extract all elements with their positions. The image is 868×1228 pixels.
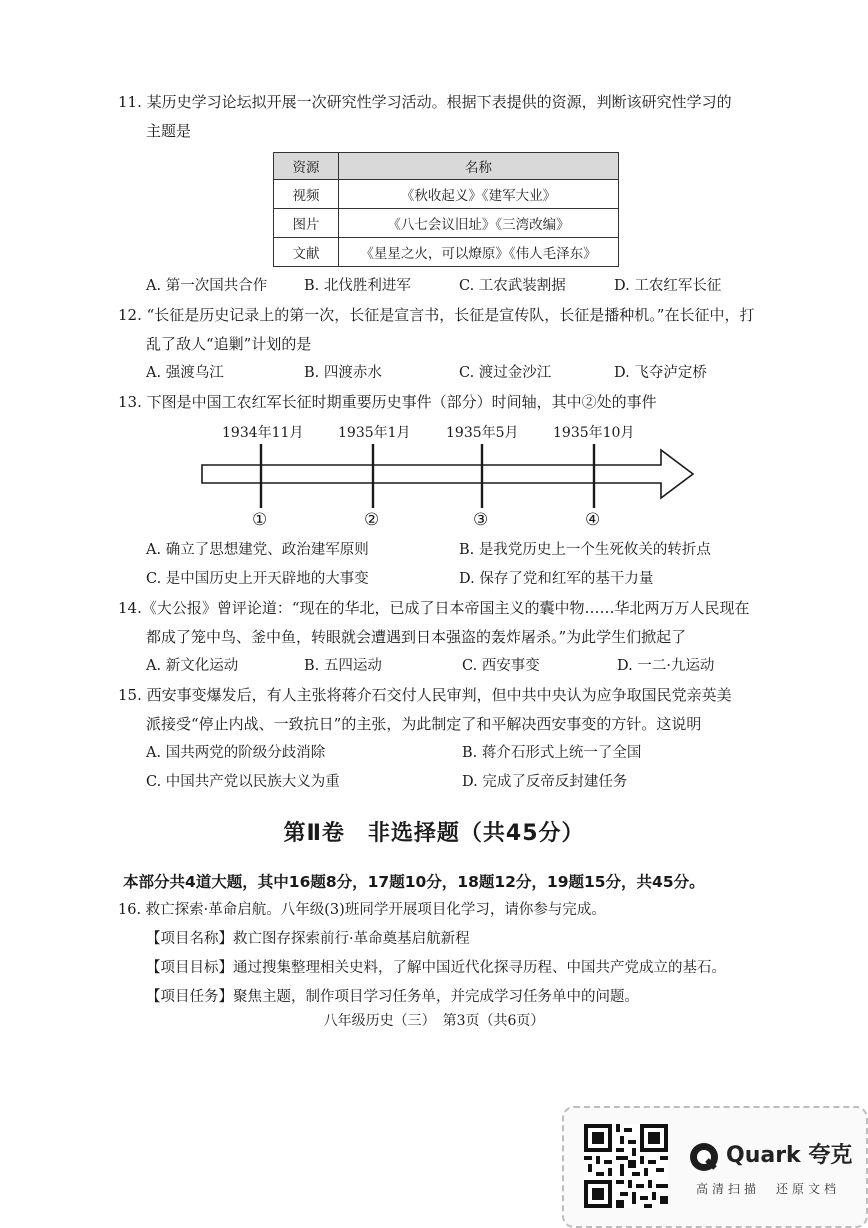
q11-stem-line1: 11. 某历史学习论坛拟开展一次研究性学习活动。根据下表提供的资源，判断该研究性学习的: [118, 93, 732, 111]
q14-option-a: A. 新文化运动: [146, 658, 239, 674]
timeline-date-3: 1935年5月: [446, 425, 519, 441]
timeline-date-1: 1934年11月: [222, 425, 304, 441]
quark-logo-icon: [688, 1141, 720, 1173]
timeline-date-4: 1935年10月: [553, 425, 635, 441]
q14-option-d: D. 一二·九运动: [617, 658, 715, 674]
table-cell: 图片: [274, 209, 339, 238]
q14-stem-line2: 都成了笼中鸟、釜中鱼，转眼就会遭遇到日本强盗的轰炸屠杀。”为此学生们掀起了: [146, 628, 687, 646]
timeline-marker-2: ②: [364, 510, 380, 530]
q15-option-d: D. 完成了反帝反封建任务: [462, 774, 628, 790]
section-title: 第Ⅱ卷 非选择题（共45分）: [283, 821, 585, 846]
q14-option-c: C. 西安事变: [462, 658, 540, 674]
table-cell: 《星星之火，可以燎原》《伟人毛泽东》: [339, 238, 619, 267]
table-cell: 文献: [274, 238, 339, 267]
q11-option-b: B. 北伐胜利进军: [304, 278, 411, 294]
q16-project-name: 【项目名称】救亡图存探索前行·革命奠基启航新程: [146, 931, 470, 947]
timeline-marker-1: ①: [252, 510, 268, 530]
q11-option-d: D. 工农红军长征: [614, 278, 722, 294]
timeline-arrow: [202, 450, 693, 498]
q14-option-b: B. 五四运动: [304, 658, 382, 674]
quark-watermark: [562, 1106, 868, 1228]
q13-option-a: A. 确立了思想建党、政治建军原则: [146, 542, 369, 558]
q15-stem-line1: 15. 西安事变爆发后，有人主张将蒋介石交付人民审判，但中共中央认为应争取国民党亲英美: [118, 686, 732, 704]
q13-option-c: C. 是中国历史上开天辟地的大事变: [146, 571, 369, 587]
q12-option-a: A. 强渡乌江: [146, 365, 224, 381]
q15-option-a: A. 国共两党的阶级分歧消除: [146, 745, 326, 761]
q11-option-c: C. 工农武装割据: [459, 278, 566, 294]
table-header-cell: 资源: [274, 153, 339, 180]
q16-project-task: 【项目任务】聚焦主题，制作项目学习任务单，并完成学习任务单中的问题。: [146, 989, 639, 1005]
timeline-date-2: 1935年1月: [338, 425, 411, 441]
timeline-graphic: [0, 0, 868, 520]
q11-stem-line2: 主题是: [146, 122, 192, 140]
q12-option-d: D. 飞夺泸定桥: [614, 365, 707, 381]
timeline-marker-3: ③: [473, 510, 489, 530]
q12-stem-line1: 12. “长征是历史记录上的第一次，长征是宣言书，长征是宣传队，长征是播种机。”在长征中，打: [118, 306, 755, 324]
q12-option-b: B. 四渡赤水: [304, 365, 382, 381]
q15-option-b: B. 蒋介石形式上统一了全国: [462, 745, 642, 761]
q15-option-c: C. 中国共产党以民族大义为重: [146, 774, 340, 790]
q13-option-b: B. 是我党历史上一个生死攸关的转折点: [459, 542, 711, 558]
section-intro: 本部分共4道大题，其中16题8分，17题10分，18题12分，19题15分，共45分。: [123, 873, 705, 891]
q14-stem-line1: 14.《大公报》曾评论道：“现在的华北，已成了日本帝国主义的囊中物……华北两万万人民现在: [118, 599, 750, 617]
table-cell: 《八七会议旧址》《三湾改编》: [339, 209, 619, 238]
quark-brand: Quark 夸克: [726, 1143, 853, 1168]
quark-subtitle: 高清扫描 还原文档: [696, 1182, 841, 1196]
table-header-cell: 名称: [339, 153, 619, 180]
q13-option-d: D. 保存了党和红军的基干力量: [459, 571, 654, 587]
table-cell: 视频: [274, 180, 339, 209]
q11-option-a: A. 第一次国共合作: [146, 278, 268, 294]
q12-stem-line2: 乱了敌人“追剿”计划的是: [146, 335, 312, 353]
qr-code-icon[interactable]: [584, 1124, 668, 1208]
q13-stem: 13. 下图是中国工农红军长征时期重要历史事件（部分）时间轴，其中②处的事件: [118, 393, 657, 411]
table-cell: 《秋收起义》《建军大业》: [339, 180, 619, 209]
q15-stem-line2: 派接受“停止内战、一致抗日”的主张，为此制定了和平解决西安事变的方针。这说明: [146, 715, 702, 733]
page-footer: 八年级历史（三） 第3页（共6页）: [323, 1013, 545, 1029]
q16-stem: 16. 救亡探索·革命启航。八年级(3)班同学开展项目化学习，请你参与完成。: [118, 902, 606, 918]
q12-option-c: C. 渡过金沙江: [459, 365, 552, 381]
timeline-marker-4: ④: [585, 510, 601, 530]
q16-project-goal: 【项目目标】通过搜集整理相关史料，了解中国近代化探寻历程、中国共产党成立的基石。: [146, 960, 726, 976]
